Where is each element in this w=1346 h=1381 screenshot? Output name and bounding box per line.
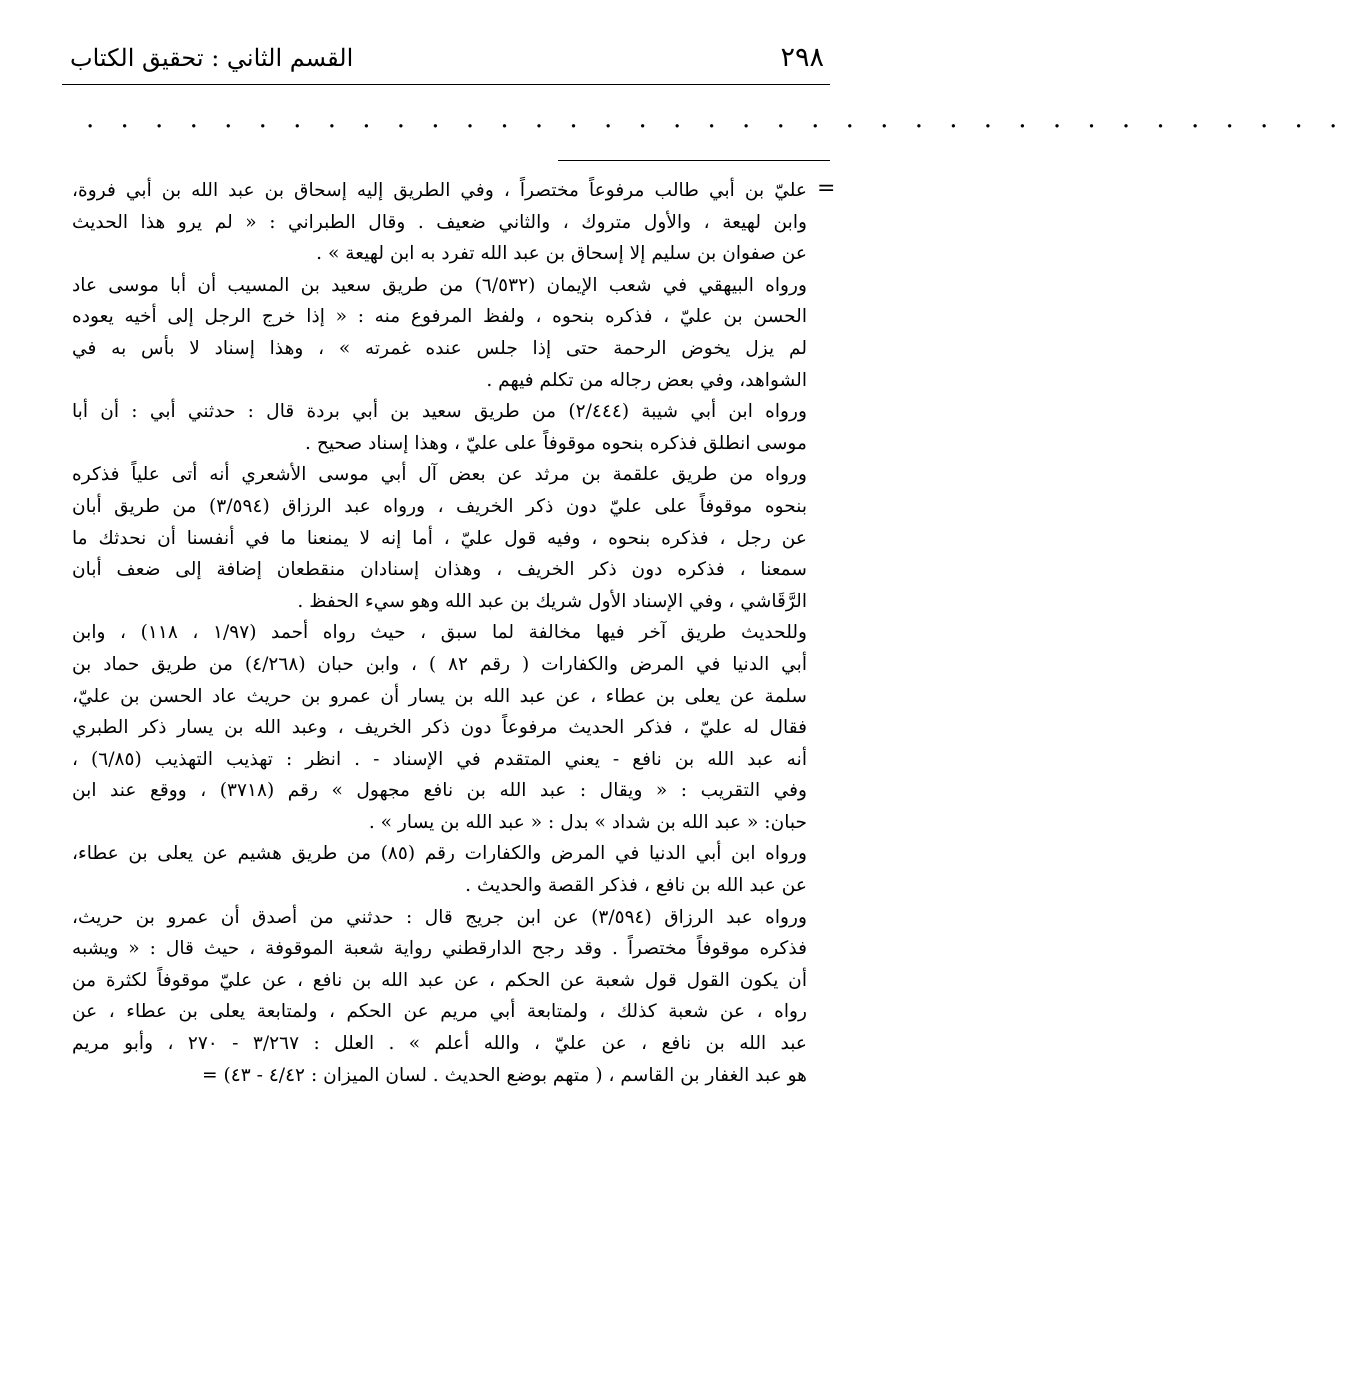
footnote-paragraph [72,175,807,270]
footnote-paragraph [72,617,807,838]
text-line: وابن لهيعة ، والأول متروك ، والثاني ضعيف . وقال الطبراني : « لم يرو هذا الحديث [72,211,807,233]
text-line: ورواه البيهقي في شعب الإيمان (٦/٥٣٢) من طريق سعيد بن المسيب أن أبا موسى عاد [72,274,807,296]
continuation-marker: = [817,176,836,201]
footnote-paragraph [72,270,807,396]
text-line: هو عبد الغفار بن القاسم ، ( متهم بوضع الحديث . لسان الميزان : ٤/٤٢ - ٤٣) = [201,1064,807,1086]
text-line: الحسن بن عليّ ، فذكره بنحوه ، ولفظ المرفوع منه : « إذا خرج الرجل إلى أخيه يعوده [72,306,807,328]
text-line: حبان: « عبد الله بن شداد » بدل : « عبد الله بن يسار » . [368,811,807,833]
text-line: فذكره موقوفاً مختصراً . وقد رجح الدارقطني رواية شعبة الموقوفة ، حيث قال : « ويشبه [72,938,807,960]
text-line: موسى انطلق فذكره بنحوه موقوفاً على عليّ ، وهذا إسناد صحيح . [305,432,807,454]
text-line: عليّ بن أبي طالب مرفوعاً مختصراً ، وفي الطريق إليه إسحاق بن عبد الله بن أبي فروة، [72,180,807,201]
text-line: فقال له عليّ ، فذكر الحديث مرفوعاً دون ذكر الخريف ، وعبد الله بن يسار ذكر الطبري [72,717,807,739]
footnote-body [72,175,807,1091]
text-line: عن رجل ، فذكره بنحوه ، وفيه قول عليّ ، أما إنه لا يمنعنا ما في أنفسنا أن نحدثك ما [72,527,807,549]
footnote-paragraph [72,902,807,1092]
text-line: عن صفوان بن سليم إلا إسحاق بن عبد الله تفرد به ابن لهيعة » . [316,243,807,265]
text-line: ورواه عبد الرزاق (٣/٥٩٤) عن ابن جريج قال : حدثني من أصدق أن عمرو بن حريث، [72,906,807,928]
footnote-paragraph [72,396,807,459]
text-line: أبي الدنيا في المرض والكفارات ( رقم ٨٢ ) ، وابن حبان (٤/٢٦٨) من طريق حماد بن [72,653,807,675]
page-number: ٢٩٨ [780,42,824,73]
text-line: الرَّقَاشي ، وفي الإسناد الأول شريك بن عبد الله وهو سيء الحفظ . [297,590,807,612]
text-line: رواه ، عن شعبة كذلك ، ولمتابعة أبي مريم عن الحكم ، ولمتابعة يعلى بن عطاء ، عن [72,1001,807,1023]
text-line: الشواهد، وفي بعض رجاله من تكلم فيهم . [486,369,807,391]
footnote-paragraph [72,838,807,901]
footnote-paragraph [72,459,807,617]
text-line: وفي التقريب : « ويقال : عبد الله بن نافع مجهول » رقم (٣٧١٨) ، ووقع عند ابن [72,780,807,802]
text-line: ورواه ابن أبي شيبة (٢/٤٤٤) من طريق سعيد بن أبي بردة قال : حدثني أبي : أن أبا [72,401,807,423]
text-line: وللحديث طريق آخر فيها مخالفة لما سبق ، حيث رواه أحمد (١/٩٧ ، ١١٨) ، وابن [72,622,807,644]
text-line: أنه عبد الله بن نافع - يعني المتقدم في الإسناد - . انظر : تهذيب التهذيب (٦/٨٥) ، [72,748,807,770]
text-line: عن عبد الله بن نافع ، فذكر القصة والحديث . [465,875,807,897]
text-line: عبد الله بن نافع ، عن عليّ ، والله أعلم » . العلل : ٣/٢٦٧ - ٢٧٠ ، وأبو مريم [72,1033,808,1055]
text-line: بنحوه موقوفاً على عليّ دون ذكر الخريف ، ورواه عبد الرزاق (٣/٥٩٤) من طريق أبان [72,495,807,517]
text-line: سلمة عن يعلى بن عطاء ، عن عبد الله بن يسار أن عمرو بن حريث عاد الحسن بن عليّ، [72,685,807,707]
text-line: لم يزل يخوض الرحمة حتى إذا جلس عنده غمرته » ، وهذا إسناد لا بأس به في [72,337,807,359]
separator-dots: . . . . . . . . . . . . . . . . . . . . . . . . . . . . . . . . . . . . . [86,104,1346,134]
header-rule [62,84,830,85]
text-line: ورواه ابن أبي الدنيا في المرض والكفارات رقم (٨٥) من طريق هشيم عن يعلى بن عطاء، [72,843,807,865]
running-title: القسم الثاني : تحقيق الكتاب [70,44,354,72]
footnote-rule [558,160,830,161]
text-line: سمعنا ، فذكره دون ذكر الخريف ، وهذان إسنادان منقطعان إضافة إلى ضعف أبان [72,559,807,581]
text-line: أن يكون القول قول شعبة عن الحكم ، عن عبد الله بن نافع ، عن عليّ موقوفاً لكثرة من [72,969,807,991]
page-header [62,38,830,82]
text-line: ورواه من طريق علقمة بن مرثد عن بعض آل أبي موسى الأشعري أنه أتى علياً فذكره [72,464,807,486]
